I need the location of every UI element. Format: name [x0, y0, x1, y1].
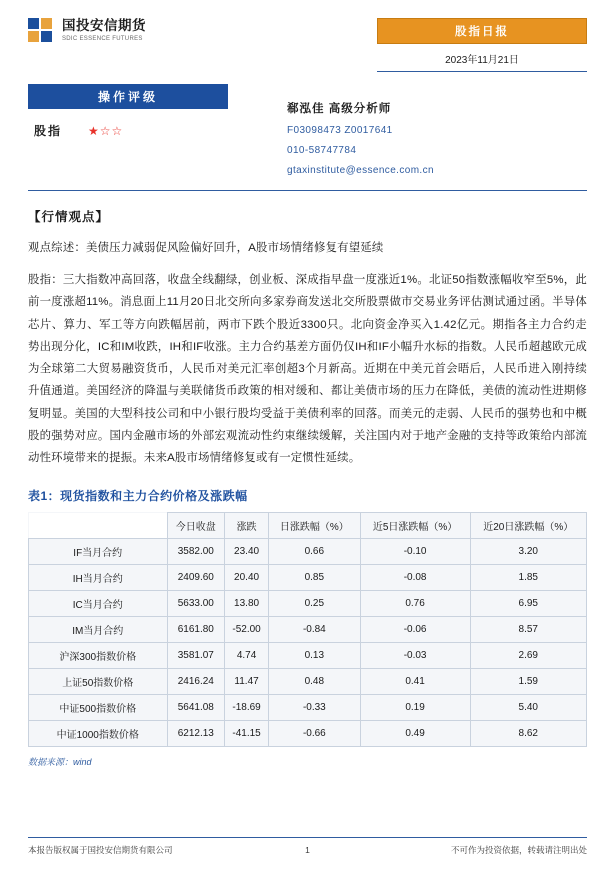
table-cell: -0.03 — [360, 643, 470, 669]
table-cell: -0.84 — [269, 617, 361, 643]
table-cell: 0.25 — [269, 591, 361, 617]
analyst-license: F03098473 Z0017641 — [287, 125, 393, 136]
table-cell: 5.40 — [470, 695, 586, 721]
table-cell: 0.48 — [269, 669, 361, 695]
table-cell: 2409.60 — [167, 565, 225, 591]
table-cell: 1.85 — [470, 565, 586, 591]
table-cell: -0.33 — [269, 695, 361, 721]
table-cell: 2416.24 — [167, 669, 225, 695]
table-cell: IM当月合约 — [29, 617, 168, 643]
logo-squares-icon — [28, 18, 54, 44]
analyst-info — [287, 84, 587, 176]
table-cell: 6.95 — [470, 591, 586, 617]
table-cell: IH当月合约 — [29, 565, 168, 591]
table-cell: -0.06 — [360, 617, 470, 643]
table-col-20day-pct: 近20日涨跌幅（%） — [470, 513, 586, 539]
table-col-change: 涨跌 — [225, 513, 269, 539]
table-source: 数据来源：wind — [28, 757, 92, 768]
table-col-close: 今日收盘 — [167, 513, 225, 539]
footer-disclaimer: 不可作为投资依据，转载请注明出处 — [450, 845, 587, 855]
analyst-email: gtaxinstitute@essence.com.cn — [287, 165, 434, 176]
table-cell: 23.40 — [225, 539, 269, 565]
table-cell: 中证500指数价格 — [29, 695, 168, 721]
footer-divider — [28, 837, 587, 838]
table-header-row — [29, 513, 587, 539]
paragraph-summary: 观点综述：美债压力减弱促风险偏好回升，A股市场情绪修复有望延续 — [28, 242, 384, 254]
paragraph-main: 股指：三大指数冲高回落，收盘全线翻绿，创业板、深成指早盘一度涨近1%。北证50指数涨幅收窄至5%，此前一度涨超11%。消息面上11月20日北交所向多家券商发送北交所股票做市交易业务评估测试通过函。半导体芯片、算力、军工等方向跌幅居前，两市下跌个股近3300只。北向资金净买入1.42亿元。期指各主力合约走势出现分化，IC和IM收跌，IH和IF收涨。主力合约基差方面仍仅IH和IF小幅升水标的指数。人民币超越欧元成为全球第二大贸易融资货币，人民币对美元汇率创超3个月新高。近期在中美元首会晤后，人民币进入刚持续升值通道。美国经济的降温与美联储货币政策的相对缓和、都让美债市场的压力在降低，美债的流动性进期修复明显。美国的大型科技公司和中小银行股均受益于美债利率的回落。而美元的走弱、人民币的强势也和中概股的强势对应。国内金融市场的外部宏观流动性约束继续缓解，关注国内对于地产金融的支持等政策给内部流动性环境带来的提振。未来A股市场情绪修复或有一定惯性延续。 — [28, 274, 587, 465]
table-cell: IF当月合约 — [29, 539, 168, 565]
table-cell: -18.69 — [225, 695, 269, 721]
table-cell: 13.80 — [225, 591, 269, 617]
rating-stars: ★☆☆ — [88, 123, 124, 138]
page-header — [28, 0, 587, 72]
table-col-5day-pct: 近5日涨跌幅（%） — [360, 513, 470, 539]
table-corner-cell — [29, 513, 168, 539]
table-cell: 0.85 — [269, 565, 361, 591]
table-cell: 3.20 — [470, 539, 586, 565]
table-cell: -41.15 — [225, 721, 269, 747]
table-cell: 0.49 — [360, 721, 470, 747]
table-cell: 2.69 — [470, 643, 586, 669]
rating-panel — [28, 84, 228, 139]
company-logo — [28, 18, 146, 44]
table-row — [29, 669, 587, 695]
table-cell: 5641.08 — [167, 695, 225, 721]
header-divider — [28, 190, 587, 191]
table-cell: IC当月合约 — [29, 591, 168, 617]
table-row — [29, 721, 587, 747]
table-cell: 0.19 — [360, 695, 470, 721]
rating-row — [28, 122, 228, 139]
table-cell: 8.57 — [470, 617, 586, 643]
table-row — [29, 565, 587, 591]
table-col-daily-pct: 日涨跌幅（%） — [269, 513, 361, 539]
footer-page-number: 1 — [305, 845, 310, 855]
price-change-table — [28, 512, 587, 747]
table-row — [29, 539, 587, 565]
table-cell: 3582.00 — [167, 539, 225, 565]
table-row — [29, 643, 587, 669]
rating-and-analyst — [28, 84, 587, 176]
company-name-cn: 国投安信期货 — [62, 18, 146, 34]
footer-copyright: 本报告版权属于国投安信期货有限公司 — [28, 845, 173, 855]
table-cell: -52.00 — [225, 617, 269, 643]
table-cell: 6212.13 — [167, 721, 225, 747]
table-cell: 0.13 — [269, 643, 361, 669]
rating-instrument-label: 股指 — [34, 124, 63, 138]
table-cell: -0.08 — [360, 565, 470, 591]
table-cell: 0.41 — [360, 669, 470, 695]
table-row — [29, 695, 587, 721]
table-cell: 1.59 — [470, 669, 586, 695]
section-heading: 【行情观点】 — [28, 210, 110, 224]
table-cell: 6161.80 — [167, 617, 225, 643]
analyst-phone: 010-58747784 — [287, 145, 357, 156]
rating-panel-title: 操作评级 — [28, 84, 228, 109]
table-title: 表1：现货指数和主力合约价格及涨跌幅 — [28, 489, 248, 504]
table-cell: 8.62 — [470, 721, 586, 747]
table-cell: -0.10 — [360, 539, 470, 565]
company-name-en: SDIC ESSENCE FUTURES — [62, 36, 143, 43]
table-cell: 5633.00 — [167, 591, 225, 617]
table-cell: 20.40 — [225, 565, 269, 591]
table-cell: 中证1000指数价格 — [29, 721, 168, 747]
table-cell: 0.66 — [269, 539, 361, 565]
analyst-name: 郗泓佳 高级分析师 — [287, 103, 392, 115]
table-cell: 3581.07 — [167, 643, 225, 669]
table-cell: 4.74 — [225, 643, 269, 669]
report-header-right — [377, 18, 587, 72]
table-row — [29, 617, 587, 643]
table-cell: 沪深300指数价格 — [29, 643, 168, 669]
table-cell: -0.66 — [269, 721, 361, 747]
table-cell: 0.76 — [360, 591, 470, 617]
report-type-badge: 股指日报 — [377, 18, 587, 44]
report-date: 2023年11月21日 — [377, 51, 587, 72]
table-cell: 11.47 — [225, 669, 269, 695]
table-row — [29, 591, 587, 617]
page-footer — [28, 837, 587, 856]
table-cell: 上证50指数价格 — [29, 669, 168, 695]
